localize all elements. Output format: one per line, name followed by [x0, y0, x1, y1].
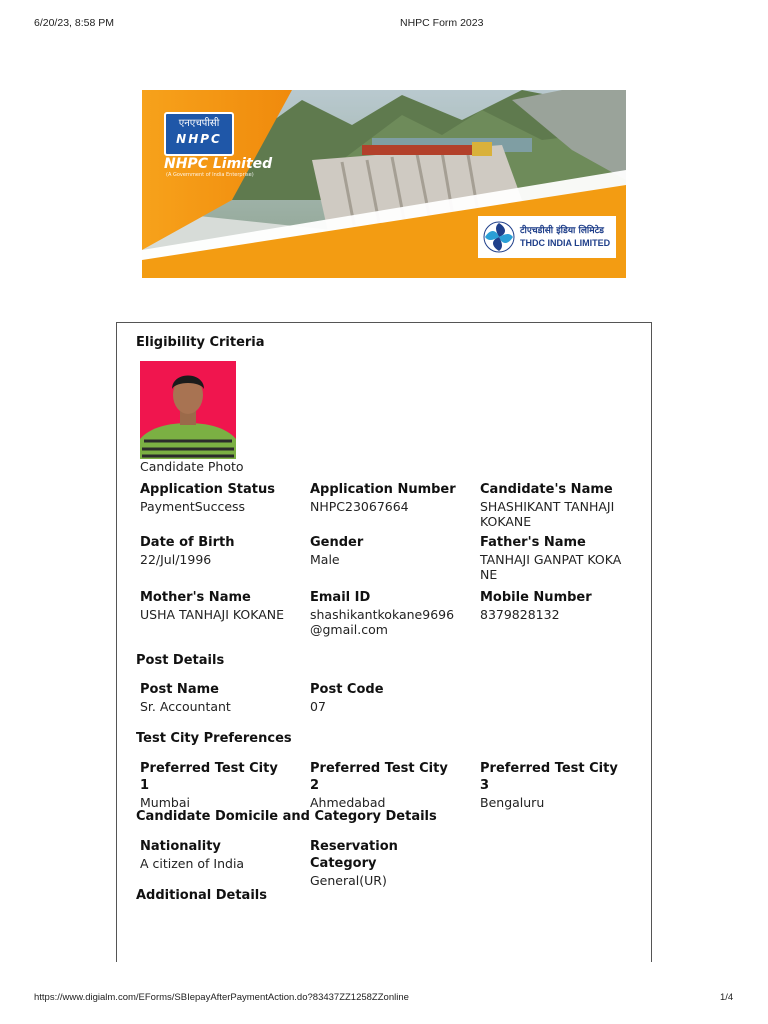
field-value: Bengaluru [480, 795, 545, 810]
nhpc-logo-hindi: एनएचपीसी [178, 118, 220, 129]
print-datetime: 6/20/23, 8:58 PM [34, 17, 114, 29]
field-value: SHASHIKANT TANHAJI KOKANE [480, 499, 615, 529]
nhpc-logo-text: NHPC [176, 132, 222, 146]
field-test-city-2 [310, 760, 460, 810]
field-label: Email ID [310, 590, 371, 605]
section-title-additional: Additional Details [136, 888, 267, 903]
field-reservation-category [310, 838, 460, 888]
candidate-photo [140, 361, 236, 459]
field-label: Nationality [140, 839, 221, 854]
field-label: Father's Name [480, 535, 586, 550]
field-application-number [310, 481, 460, 514]
nhpc-logo [164, 112, 234, 156]
field-value: A citizen of India [140, 856, 245, 871]
field-fathers-name [480, 534, 630, 582]
field-gender [310, 534, 460, 567]
section-title-eligibility: Eligibility Criteria [136, 335, 265, 350]
field-value: shashikantkokane9696@gmail.com [310, 607, 455, 637]
field-value: Male [310, 552, 340, 567]
section-title-test-city: Test City Preferences [136, 731, 292, 746]
nhpc-banner [142, 90, 626, 278]
field-label: Reservation Category [310, 839, 398, 871]
field-label: Preferred Test City 1 [140, 761, 278, 793]
field-value: TANHAJI GANPAT KOKANE [480, 552, 622, 582]
field-application-status [140, 481, 290, 514]
field-mobile-number [480, 589, 630, 622]
field-test-city-1 [140, 760, 290, 810]
field-nationality [140, 838, 290, 871]
field-date-of-birth [140, 534, 290, 567]
field-value: Mumbai [140, 795, 190, 810]
field-label: Preferred Test City 2 [310, 761, 448, 793]
field-label: Mother's Name [140, 590, 251, 605]
application-form [116, 322, 652, 962]
field-value: Sr. Accountant [140, 699, 231, 714]
field-value: Ahmedabad [310, 795, 386, 810]
thdc-logo [478, 216, 616, 258]
nhpc-subtitle: (A Government of India Enterprise) [166, 172, 254, 178]
photo-caption: Candidate Photo [140, 459, 244, 474]
field-label: Candidate's Name [480, 482, 613, 497]
thdc-english-name: THDC INDIA LIMITED [520, 238, 611, 248]
field-label: Date of Birth [140, 535, 235, 550]
field-value: 07 [310, 699, 326, 714]
field-value: 22/Jul/1996 [140, 552, 212, 567]
field-email-id [310, 589, 460, 637]
section-title-post-details: Post Details [136, 653, 225, 668]
field-label: Mobile Number [480, 590, 592, 605]
field-value: General(UR) [310, 873, 387, 888]
field-post-name [140, 681, 290, 714]
print-page-number: 1/4 [720, 992, 734, 1003]
field-label: Application Number [310, 482, 456, 497]
field-value: NHPC23067664 [310, 499, 409, 514]
field-candidate-name [480, 481, 630, 529]
field-mothers-name [140, 589, 290, 622]
field-test-city-3 [480, 760, 630, 810]
field-post-code [310, 681, 460, 714]
field-label: Post Name [140, 682, 219, 697]
field-label: Gender [310, 535, 364, 550]
field-label: Preferred Test City 3 [480, 761, 618, 793]
field-value: 8379828132 [480, 607, 560, 622]
thdc-emblem-icon [482, 220, 516, 254]
print-title: NHPC Form 2023 [400, 17, 484, 29]
thdc-hindi-name: टीएचडीसी इंडिया लिमिटेड [520, 226, 605, 236]
field-value: USHA TANHAJI KOKANE [140, 607, 285, 622]
field-label: Application Status [140, 482, 276, 497]
field-label: Post Code [310, 682, 384, 697]
field-value: PaymentSuccess [140, 499, 246, 514]
nhpc-company-name: NHPC Limited [164, 156, 273, 172]
section-title-domicile: Candidate Domicile and Category Details [136, 809, 437, 824]
print-url: https://www.digialm.com/EForms/SBIepayAfterPaymentAction.do?83437ZZ1258ZZonline [34, 992, 409, 1003]
